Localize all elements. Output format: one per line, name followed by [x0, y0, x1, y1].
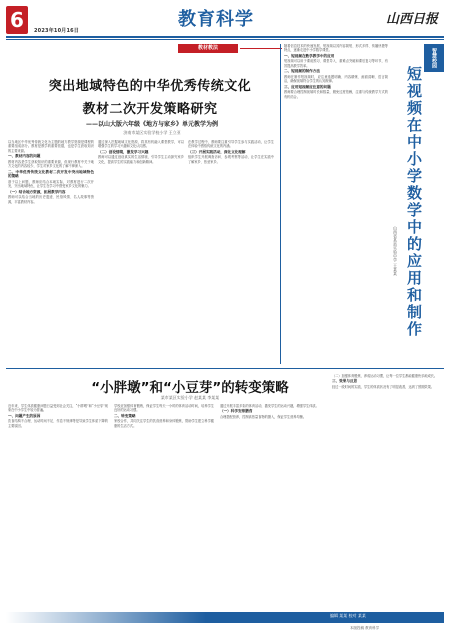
article2-col1-text: 近年来，学生体质健康问题日益受到社会关注，“小胖墩”和“小豆芽”现象在中小学生中较为普遍。	[8, 404, 108, 413]
article2-col1-body1: 饮食结构不合理、运动时间不足、作息不规律等是导致学生体质下降的主要原因。	[8, 419, 108, 428]
article1-author: 济南市某区实验学校小学 王立亚	[123, 130, 181, 135]
right-article-heading2: 二、短视频的制作方法	[284, 69, 320, 74]
article1-col3-text: 在教学过程中，教师要注重引导学生参与实践活动，让学生在体验中感悟传统文化的内涵。	[188, 140, 274, 149]
article2-col3-heading1: （一）科学安排膳食	[220, 409, 253, 414]
article1-col3-heading1: （三）开展实践活动，深化文化理解	[188, 149, 246, 154]
article2-col3-text: 通过开展丰富多彩的体育活动，激发学生的运动兴趣，增强学生体质。	[220, 404, 319, 408]
right-article-heading3: 三、应用短视频应注意的问题	[284, 84, 331, 89]
issue-date: 2023年10月16日	[34, 28, 80, 34]
article2-col4-heading1: 三、效果与反思	[332, 379, 358, 384]
right-article-column	[284, 44, 388, 364]
footer-note: 本版投稿 教育科学	[350, 626, 380, 630]
article2-column-2	[114, 404, 214, 608]
page-number: 6	[6, 6, 28, 34]
article2-col1-heading1: 一、问题产生的原因	[8, 413, 41, 418]
section-tag: 教材教法	[178, 44, 238, 53]
article1-col1-text: 以当地区中华优秀传统文化为主题的地方教学资源是课程的重要组成部分。教材是教学的重要依据，也是学生获取知识的主要来源。	[8, 140, 94, 153]
column-divider	[280, 44, 281, 364]
article1-col1-body1: 教材内容是学生获取知识的重要来源，但现行教材中关于地方文化的内容较少，学生对家乡文化的了解不够深入。	[8, 159, 94, 169]
article2-col3-body1: 合理搭配营养，控制高热量食物的摄入，保证学生营养均衡。	[220, 415, 307, 419]
article2-col2-heading1: 二、转变策略	[114, 413, 136, 418]
header-rule-thin	[6, 39, 444, 40]
article2-title: “小胖墩”和“小豆芽”的转变策略	[91, 380, 289, 396]
section-divider	[6, 368, 444, 369]
article2-col2-text: 学校应加强体育锻炼，保证学生每天一小时的体育活动时间，培养学生良好的运动习惯。	[114, 404, 214, 413]
footer-bar-fade	[6, 612, 206, 623]
article1-subtitle: ——以山大版六年级《地方与家乡》单元教学为例	[85, 121, 218, 128]
right-article-body1: 短视频可以用于课前预习、课堂导入、重难点突破和课后复习等环节，有效提高教学效率。	[284, 59, 388, 68]
article2-column-1	[8, 404, 108, 608]
right-article-title: 短视频在中小学数学中的应用和制作	[405, 66, 423, 338]
section-tag-rule	[240, 48, 282, 49]
header-rule	[6, 36, 444, 38]
article2-column-4	[332, 374, 444, 608]
newspaper-logo: 山西日报	[386, 12, 439, 27]
right-article-body2: 教师在制作短视频时，应注意选题明确、内容精炼、画面清晰、语言简洁，确保视频符合学生的认知规律。	[284, 74, 388, 84]
article1-column-2	[98, 140, 184, 368]
article1-col2-text: 通过深入挖掘地域文化资源，将其有机融入课堂教学，可以增强学生的学习兴趣和文化认同感。	[98, 140, 184, 149]
section-title: 教育科学	[178, 9, 254, 30]
article2-column-3	[220, 404, 320, 608]
article1-col3-body1: 组织学生开展调查访问、参观考察等活动，让学生在实践中了解家乡、热爱家乡。	[188, 155, 274, 164]
right-article-intro: 随着信息技术的快速发展，短视频以其内容简短、形式多样、传播快捷等特点，逐渐走进中小学数学课堂。	[284, 44, 388, 53]
article1-col2-body1: 教师可以通过创设真实的生活情境，引导学生主动探究家乡文化，提高学生的实践能力和创新精神。	[98, 155, 184, 164]
article2-col4-text: （二）加强体育锻炼，养成运动习惯，让每一位学生都能健康快乐地成长。	[332, 374, 438, 378]
right-article-heading1: 一、短视频在数学教学中的应用	[284, 53, 335, 58]
article1-title-line1: 突出地域特色的中华优秀传统文化	[48, 79, 252, 94]
article1-col2-heading1: （二）创设情境，激发学习兴趣	[98, 149, 149, 154]
article1-col1-heading3: （一）结合地方资源，拓展教学内容	[8, 189, 66, 194]
article1-col1-body2: 基于以上问题，教师应结合本地实际，对教材进行二次开发，突出地域特色，让学生在学习中感受家乡文化的魅力。	[8, 179, 94, 189]
article2-author: 某市某区实验小学 赵某某 李某某	[160, 395, 220, 400]
article1-col1-heading1: 一、教材内容的问题	[8, 154, 41, 159]
article1-col1-heading2: 二、中华优秀传统文化教材二次开发中突出地域特色的策略	[8, 169, 94, 179]
article2-col4-body1: 经过一段时间的实践，学生的体质状况有了明显改善，达到了预期效果。	[332, 385, 434, 389]
article1-title-line2: 教材二次开发策略研究	[82, 102, 218, 117]
article2-col2-body1: 家校合作，共同关注学生的饮食营养和身体锻炼，帮助学生建立科学健康的生活方式。	[114, 419, 214, 428]
right-article-author: 山西省某县实验中学 王某某	[393, 226, 398, 276]
article1-col1-body3: 教师可以结合当地的历史遗迹、民俗风情、名人故事等资源，丰富教材内容。	[8, 195, 94, 204]
footer-credits: 编辑 某某 校对 某某	[330, 613, 366, 618]
side-section-tag: 智慧校园	[424, 44, 444, 72]
article1-column-1	[8, 140, 94, 368]
right-article-body3: 教师要合理控制视频时长和数量，避免过度依赖，注重与传统教学方式的有机结合。	[284, 90, 388, 99]
article1-column-3	[188, 140, 274, 368]
